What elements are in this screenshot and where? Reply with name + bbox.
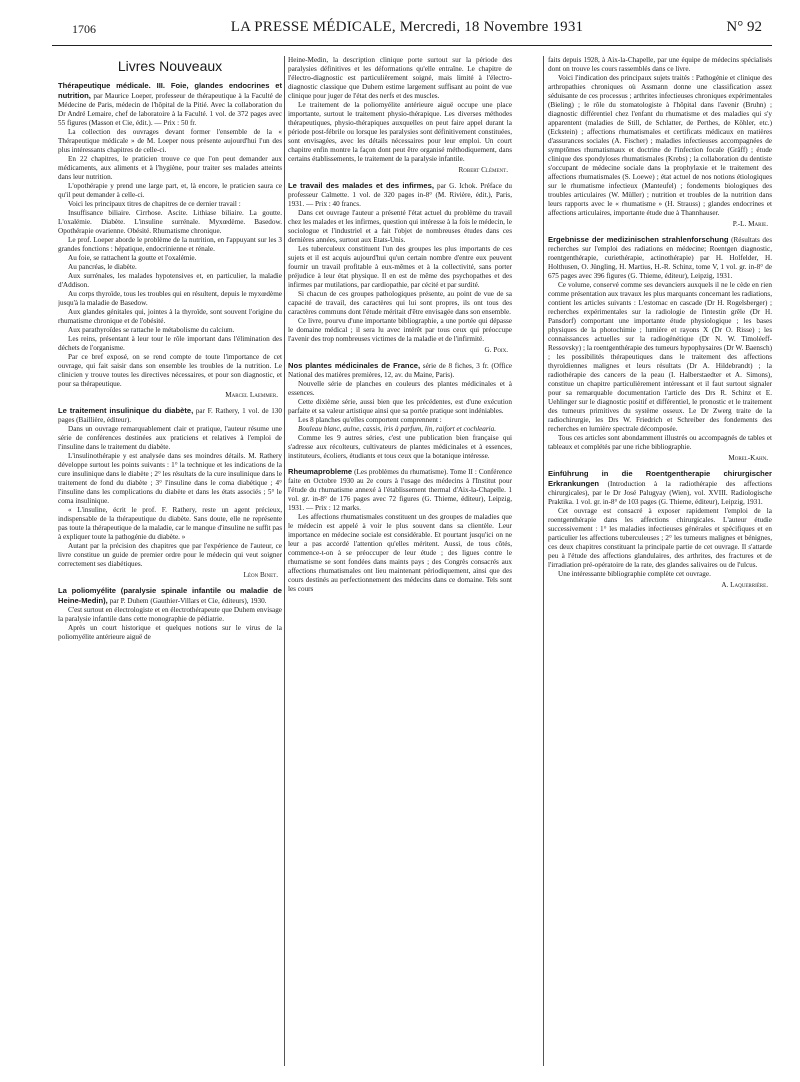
paragraph: Voici l'indication des principaux sujets traités : Pathogénie et clinique des arthropathies chroniques où Assmann donne une classification assez séduisante de ces processus ; arthrites infectieuses chroniques expérimentales (Bieling) ; le rôle du stomatologiste à l'hôpital dans l'avenir (Bruhn) ; diagnostic différentiel chez l'enfant du rhumatisme et des maladies qui s'y apparentent (maladies de Still, de Schlatter, de Perthes, de Köhler, etc.) (Eckstein) ; affections rhumatismales et certificats médicaux en matières d'assurances sociales (A. Fischer) ; maladies infectieuses accompagnées de symptômes rhumatismaux et doctrine de l'infection focale (Gräff) ; étude clinique des spondyloses rhumatismales (Krebs) ; la collaboration du dentiste s'occupant de médecine sociale dans la prophylaxie et le traitement des affections rhumatismales (S. Loewe) ; état actuel de nos notions étiologiques sur le rhumatisme infectieux (Manteufel) ; fondements biologiques des troubles articulaires (W. Müller) ; nutrition et troubles de la nutrition dans leurs rapports avec le « rhumatisme » (H. Strauss) ; glandes endocrines et affections articulaires, importante étude due à Thannhauser. (548, 74, 772, 217)
issue-number: N° 92 (726, 19, 762, 35)
paragraph: Par ce bref exposé, on se rend compte de toute l'importance de cet ouvrage, qui fait saisir dans son ensemble les troubles de la nutrition. Le clinicien y trouve toutes les directives nécessaires, et pour son diagnostic, et pour sa thérapeutique. (58, 353, 282, 388)
paragraph: Cette dixième série, aussi bien que les précédentes, est d'une exécution parfaite et sa valeur artistique ainsi que sa portée pratique sont indéniables. (288, 398, 512, 415)
book-title: Thérapeutique médicale. III. Foie, glandes endocrines et nutrition, (58, 81, 282, 100)
book-title: Nos plantes médicinales de France, (288, 361, 421, 370)
masthead-title: LA PRESSE MÉDICALE, Mercredi, 18 Novembre 1931 (230, 19, 584, 35)
paragraph: Dans cet ouvrage l'auteur a présenté l'état actuel du problème du travail chez les malades et les infirmes, question qui intéresse à la fois le médecin, le sociologue et l'industriel et a fait l'objet de nombreuses études dans ces dernières années, surtout aux Etats-Unis. (288, 209, 512, 244)
entry-heading (58, 406, 282, 425)
book-details: par P. Duhem (Gauthier-Villars et Cie, éditeurs), 1930. (109, 597, 267, 605)
review-entry (58, 406, 282, 580)
reviewer-signature: A. Laquerrière. (721, 581, 768, 589)
entry-heading (58, 81, 282, 128)
reviewer-signature: Morel-Kahn. (728, 454, 768, 462)
paragraph: Après un court historique et quelques notions sur le virus de la poliomyélite antérieure aiguë de (58, 624, 282, 641)
paragraph: Au pancréas, le diabète. (68, 263, 137, 271)
paragraph: C'est surtout en électrologiste et en électrothérapeute que Duhem envisage la paralysie infantile dans cette monographie de pédiatrie. (58, 606, 282, 623)
reviewer-signature: P.-L. Marie. (732, 220, 768, 228)
book-details: par F. Rathery, 1 vol. de 130 pages (Baillière, éditeur). (58, 407, 282, 424)
paragraph: Comme les 9 autres séries, c'est une publication bien française qui s'adresse aux récolteurs, cultivateurs de plantes médicinales et à essences, instituteurs, écoliers, étudiants et tous ceux que la botanique intéresse. (288, 434, 512, 460)
paragraph: Les affections rhumatismales constituent un des groupes de maladies que le médecin est appelé à voir le plus souvent dans sa clientèle. Leur importance en médecine sociale est considérable. Et pourtant jusqu'ici on ne leur a pas accordé l'attention qu'elles méritent. Aussi, de tous côtés, commence-t-on à se préoccuper de leur étude ; des ligues contre le rhumatisme se sont fondées dans maints pays ; des Congrès consacrés aux affections rhumatismales ont lieu maintenant périodiquement, ainsi que des cours destinés au perfectionnement des médecins dans ce domaine. Tels sont les cours (288, 513, 512, 593)
column-1 (58, 56, 282, 1076)
paragraph: Une intéressante bibliographie complète cet ouvrage. (558, 570, 711, 578)
entry-heading (288, 181, 512, 209)
reviewer-signature: G. Poix. (484, 346, 508, 354)
paragraph: La collection des ouvrages devant former l'ensemble de la « Thérapeutique médicale » de M. Loeper nous présente aujourd'hui l'un des plus intéressants chapitres de celle-ci. (58, 128, 282, 154)
paragraph: Ce volume, conservé comme ses devanciers auxquels il ne le cède en rien comme présentation aux travaux les plus marquants concernant les radiations, contient les articles suivants : L'estomac en cascade (Dr H. Rogelsberger) ; recherches expérimentales sur la radiologie de l'intestin grêle (Dr H. Pansdorf) comportant une importante étude physiologique ; les bases physiques de la photochimie ; lumière et rayons X (Dr O. Risse) ; les connaissances actuelles sur la radiogénétique (Dr N. W. Timoléeff-Ressovsky) ; la roentgenthérapie des tumeurs hypophysaires (Dr W. Baensch) ; les possibilités thérapeutiques dans le traitement des affections thyroïdiennes malignes et leurs résultats (Dr A. Hildebrandt) ; la radiothérapie des cancers de la peau (I. Halberstaedter et A. Simons), constitue un chapitre particulièrement intéressant et il faut surtout signaler pour sa remarquable documentation l'article des Drs R. Schinz et E. Uehlinger sur le diagnostic positif et différentiel, le pronostic et le traitement des tumeurs primitives du système osseux. Le Dr Zwerg traite de la radiochirurgie, les Drs W. Friedrich et Schreiber des fondements des recherches en lumière spectrale décomposée. (548, 281, 772, 433)
paragraph: Nouvelle série de planches en couleurs des plantes médicinales et à essences. (288, 380, 512, 397)
book-details: (Résultats des recherches sur l'emploi des radiations en médecine; Roentgen diagnostic, roentgenthérapie, curiethérapie, actinothérapie) par H. Holfelder, H. Holthusen, O. Jüngling, H. Martius, H.-R. Schinz, tome V, 1 vol. gr. in-8° de 675 pages avec 396 figures (G. Thieme, éditeur), Leipzig, 1931. (548, 236, 772, 280)
paragraph: Voici les principaux titres de chapitres de ce dernier travail : (68, 200, 241, 208)
entry-heading (288, 361, 512, 380)
header-rule (52, 45, 772, 46)
paragraph: Aux glandes génitales qui, jointes à la thyroïde, sont souvent l'origine du rhumatisme chronique et de l'obésité. (58, 308, 282, 325)
reviewer-signature: Marcel Laemmer. (225, 391, 278, 399)
page-number: 1706 (72, 22, 96, 36)
paragraph: Si chacun de ces groupes pathologiques présente, au point de vue de sa capacité de travail, des caractères qui lui sont propres, ils ont tous des caractères communs dont l'étude méritait d'être envisagée dans son ensemble. (288, 290, 512, 316)
review-entry (58, 81, 282, 400)
paragraph: Ce livre, pourvu d'une importante bibliographie, a une portée qui dépasse le domaine médical ; il sera lu avec intérêt par tous ceux qui préoccupe l'avenir des trop nombreuses victimes de la maladie et de l'infirmité. (288, 317, 512, 343)
book-title: Ergebnisse der medizinischen strahlenforschung (548, 235, 729, 244)
book-title: La poliomyélite (paralysie spinale infantile ou maladie de Heine-Medin), (58, 586, 282, 605)
column-3 (548, 56, 772, 1076)
review-entry (288, 467, 512, 594)
reviewer-signature: Robert Clément. (458, 166, 508, 174)
entry-heading (58, 586, 282, 606)
review-entry (288, 361, 512, 461)
paragraph: Aux parathyroïdes se rattache le métabolisme du calcium. (68, 326, 235, 334)
paragraph: Au foie, se rattachent la goutte et l'oxalémie. (68, 254, 197, 262)
page-header (52, 18, 762, 42)
review-entry (58, 586, 282, 642)
entry-heading (288, 467, 512, 513)
paragraph: Le traitement de la poliomyélite antérieure aiguë occupe une place importante, surtout le traitement physio-thérapique. Les diverses méthodes thérapeutiques, physio-thérapiques auxquelles on peut faire appel durant la période post-fébrile ou lorsque les paralysies sont définitivement constituées, sont envisagées, avec les détails nécessaires pour leur emploi. Un court chapitre enfin montre la façon dont peut être organisé méthodiquement, dans certains établissements, le traitement de la paralysie infantile. (288, 101, 512, 163)
paragraph: Les 8 planches qu'elles comportent comprennent : (298, 416, 442, 424)
paragraph: Les reins, présentant à leur tour le rôle important dans l'élimination des déchets de l'organisme. (58, 335, 282, 352)
reviewer-signature: Léon Binet. (243, 571, 278, 579)
book-title: Le traitement insulinique du diabète, (58, 406, 194, 415)
paragraph: Tous ces articles sont abondamment illustrés ou accompagnés de tables et tableaux et complétés par une riche bibliographie. (548, 434, 772, 451)
book-title: Einführung in die Roentgentherapie chirurgischer Erkrankungen (548, 469, 772, 488)
book-details: (Introduction à la radiothérapie des affections chirurgicales), par le Dr José Palugyay (Wien), vol. XVIII. Radiologische Praktika. 1 vol. gr. in-8° de 103 pages (G. Thieme, éditeur), Leipzig, 1931. (548, 480, 772, 506)
paragraph: Heine-Medin, la description clinique porte surtout sur la période des paralysies définitives et les déformations qu'elle entraîne. Le chapitre de l'électro-diagnostic est particulièrement soigné, mais limité à l'électro-diagnostic classique que Duhem estime largement suffisant au point de vue clinique pour juger de l'état des nerfs et des muscles. (288, 56, 512, 100)
entry-heading (548, 469, 772, 507)
paragraph: Le prof. Loeper aborde le problème de la nutrition, en l'appuyant sur les 3 grandes fonctions : hépatique, endocrinienne et rénale. (58, 236, 282, 253)
review-entry (288, 181, 512, 355)
review-entry (548, 469, 772, 590)
book-details: série de 8 fiches, 3 fr. (Office National des matières premières, 12, av. du Maine, Paris). (288, 362, 512, 379)
paragraph: Dans un ouvrage remarquablement clair et pratique, l'auteur résume une série de conférences destinées aux praticiens et relatives à l'emploi de l'insuline dans le traitement du diabète. (58, 425, 282, 451)
paragraph: Cet ouvrage est consacré à exposer rapidement l'emploi de la roentgenthérapie dans les affections chirurgicales. L'auteur étudie successivement : 1° les maladies infectieuses générales et spécifiques et en particulier les affections tuberculeuses ; 2° les tumeurs malignes et bénignes, ces deux chapitres constituant la principale partie de cet ouvrage. Il s'attarde peu à l'étude des affections glandulaires, des arthrites, des fractures et de l'irradiation pré-opératoire de la rate, des glandes salivaires ou de l'ulcus. (548, 507, 772, 569)
column-divider (543, 56, 544, 1066)
entry-heading (548, 235, 772, 281)
paragraph: Aux surrénales, les malades hypotensives et, en particulier, la maladie d'Addison. (58, 272, 282, 289)
book-title: Le travail des malades et des infirmes, (288, 181, 434, 190)
paragraph: Les tuberculeux constituent l'un des groupes les plus importants de ces sujets et il est acquis aujourd'hui qu'un certain nombre d'entre eux peuvent fournir un travail profitable à eux-mêmes et à la collectivité, sans porter préjudice à leur état physique. Il en est de même des psychopathes et des infirmes par mutilations, par cardiopathie, par cécité et par surdité. (288, 245, 512, 289)
paragraph: En 22 chapitres, le praticien trouve ce que l'on peut demander aux médicaments, aux aliments et à l'hygiène, pour traiter ses malades atteints dans leur nutrition. (58, 155, 282, 181)
paragraph: Au corps thyroïde, tous les troubles qui en résultent, depuis le myxœdème jusqu'à la maladie de Basedow. (58, 290, 282, 307)
book-details: (Les problèmes du rhumatisme). Tome II : Conférence faite en Octobre 1930 au 2e cours à l'usage des médecins à l'Institut pour l'étude du rhumatisme annexé à l'établissement thermal d'Aix-la-Chapelle. 1 vol. gr. in-8° de 176 pages avec 72 figures (G. Thieme, éditeur), Leipzig, 1931. — Prix : 12 marks. (288, 468, 512, 512)
paragraph: faits depuis 1928, à Aix-la-Chapelle, par une équipe de médecins spécialisés dont on trouve les cours rassemblés dans ce livre. (548, 56, 772, 73)
book-details: par G. Ichok. Préface du professeur Calmette. 1 vol. de 320 pages in-8° (M. Rivière, édit.), Paris, 1931. — Prix : 40 francs. (288, 182, 512, 208)
section-title: Livres Nouveaux (117, 58, 223, 74)
book-title: Rheumaprobleme (288, 467, 353, 476)
paragraph: Insuffisance biliaire. Cirrhose. Ascite. Lithiase biliaire. La goutte. L'oxalémie. Diabète. L'insuline surrénale. Myxœdème. Basedow. Opothérapie ovarienne. Obésité. Rhumatisme chronique. (58, 209, 282, 235)
paragraph: L'opothérapie y prend une large part, et, là encore, le praticien saura ce qu'il peut demander à celle-ci. (58, 182, 282, 199)
column-divider (284, 56, 285, 1066)
paragraph: Bouleau blanc, aulne, cassis, iris à parfum, lin, raifort et cochlearia. (298, 425, 497, 433)
paragraph: Autant par la précision des chapitres que par l'expérience de l'auteur, ce livre constitue un guide de premier ordre pour le médecin qui veut soigner correctement ses diabétiques. (58, 542, 282, 568)
column-2 (288, 56, 512, 1076)
paragraph: L'insulinothérapie y est analysée dans ses moindres détails. M. Rathery développe surtout les points suivants : 1° la technique et les indications de la cure insulinique dans le diabète ; 2° les résultats de la cure insulinique dans le traitement de fond du diabète ; 3° l'insuline dans le coma diabétique ; 4° l'insuline dans les complications du diabète et dans les états associés ; 5° le coma insulinique. (58, 452, 282, 505)
paragraph: « L'insuline, écrit le prof. F. Rathery, reste un agent précieux, indispensable de la thérapeutique du diabète. Sans doute, elle ne représente pas toute la thérapeutique de la maladie, car le manque d'insuline ne suffit pas à expliquer toute la pathogénie du diabète. » (58, 506, 282, 541)
book-details: par Maurice Loeper, professeur de thérapeutique à la Faculté de Médecine de Paris, médecin de l'hôpital de la Pitié. Avec la collaboration du Dr André Lemaire, chef de laboratoire à la Faculté. 1 vol. de 372 pages avec 55 figures (Masson et Cie, édit.). — Prix : 50 fr. (58, 92, 282, 127)
review-entry (548, 235, 772, 463)
